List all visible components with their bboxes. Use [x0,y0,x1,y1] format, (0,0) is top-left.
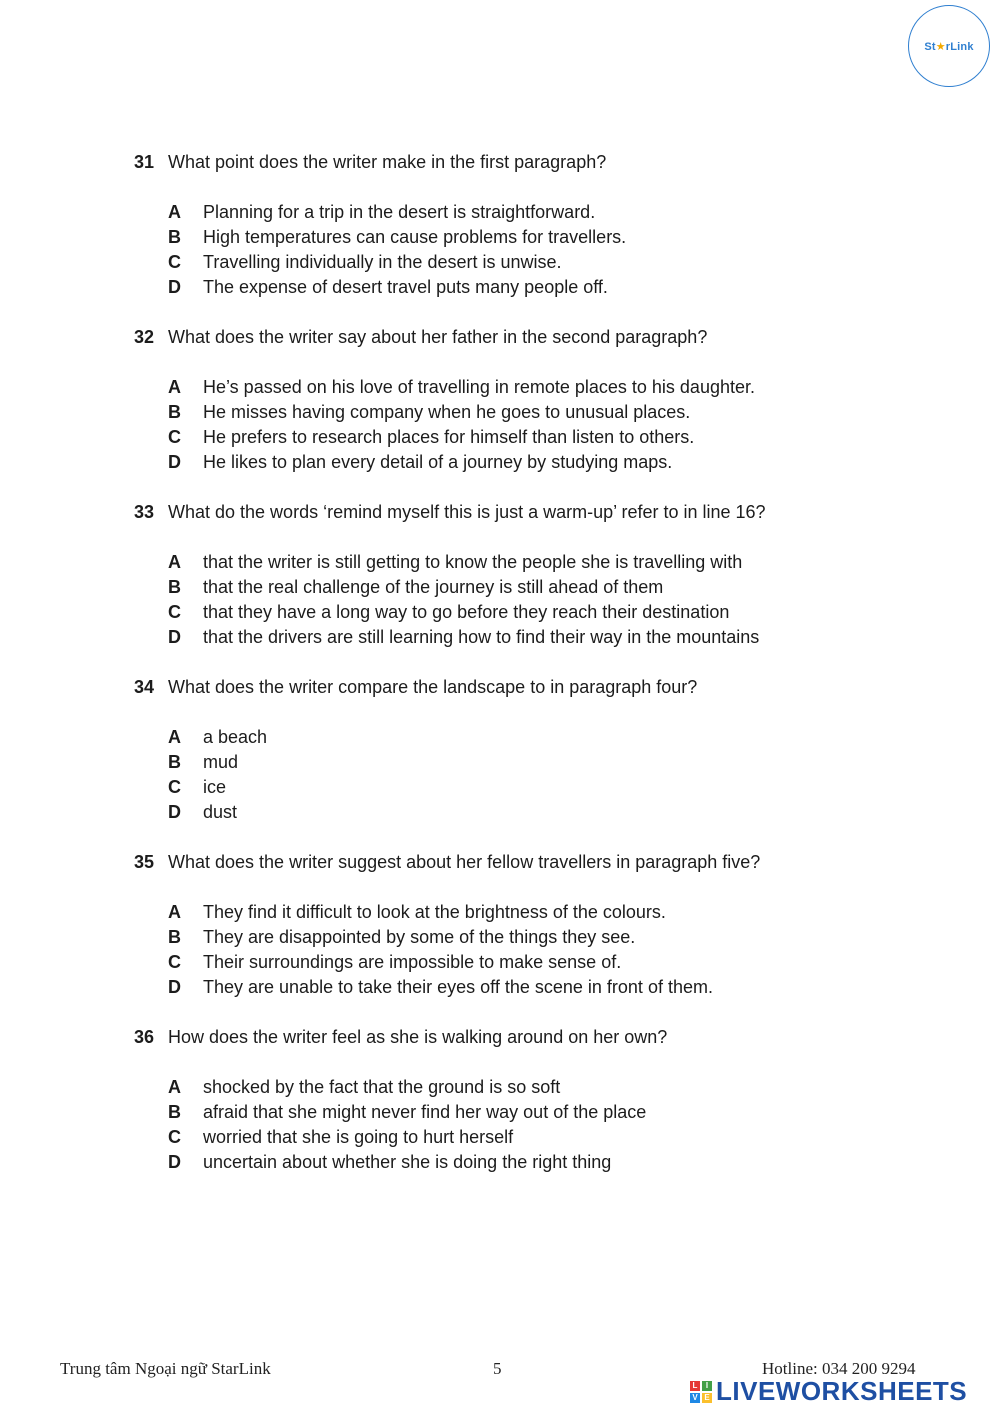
option-letter: A [168,902,181,922]
option-letter: A [168,377,181,397]
option-letter: C [168,252,181,272]
question-number: 35 [134,852,155,872]
answer-option[interactable] [168,1100,894,1125]
option-text: Their surroundings are impossible to make sense of. [203,952,622,972]
option-letter: B [168,1102,181,1122]
answer-option[interactable] [168,750,894,775]
option-letter: A [168,727,181,747]
question-number: 36 [134,1027,155,1047]
question-31 [134,150,894,325]
option-text: High temperatures can cause problems for travellers. [203,227,627,247]
answer-option[interactable] [168,1125,894,1150]
option-text: dust [203,802,238,822]
answer-option[interactable] [168,400,894,425]
answer-option[interactable] [168,625,894,650]
question-header [134,325,894,350]
answer-option[interactable] [168,575,894,600]
option-text: uncertain about whether she is doing the right thing [203,1152,612,1172]
spacer [134,475,894,500]
question-header [134,1025,894,1050]
option-letter: C [168,602,181,622]
option-list [168,200,894,300]
option-text: that the drivers are still learning how to find their way in the mountains [203,627,760,647]
option-letter: A [168,1077,181,1097]
option-text: that the writer is still getting to know the people she is travelling with [203,552,743,572]
option-letter: D [168,277,181,297]
question-text: What point does the writer make in the first paragraph? [168,152,607,172]
question-number: 33 [134,502,155,522]
option-text: worried that she is going to hurt herself [203,1127,514,1147]
answer-option[interactable] [168,275,894,300]
footer-center-name: Trung tâm Ngoại ngữ StarLink [60,1359,271,1378]
option-text: He likes to plan every detail of a journey by studying maps. [203,452,673,472]
option-letter: D [168,627,181,647]
option-letter: B [168,227,181,247]
liveworksheets-logo-icon [690,1381,712,1403]
star-icon: ★ [935,40,946,53]
logo-tile: L [690,1381,700,1391]
question-36 [134,1025,894,1175]
option-text: He prefers to research places for himself than listen to others. [203,427,695,447]
option-text: They are disappointed by some of the things they see. [203,927,636,947]
option-list [168,900,894,1000]
option-text: shocked by the fact that the ground is so soft [203,1077,561,1097]
spacer [134,300,894,325]
option-text: afraid that she might never find her way out of the place [203,1102,647,1122]
answer-option[interactable] [168,600,894,625]
answer-option[interactable] [168,950,894,975]
option-letter: A [168,552,181,572]
answer-option[interactable] [168,725,894,750]
question-header [134,850,894,875]
option-text: The expense of desert travel puts many people off. [203,277,608,297]
option-text: that they have a long way to go before they reach their destination [203,602,730,622]
option-letter: B [168,402,181,422]
question-number: 34 [134,677,155,697]
option-letter: D [168,1152,181,1172]
option-letter: A [168,202,181,222]
option-text: They are unable to take their eyes off the scene in front of them. [203,977,713,997]
question-list [134,150,894,1175]
question-header [134,500,894,525]
option-letter: D [168,452,181,472]
option-text: They find it difficult to look at the brightness of the colours. [203,902,666,922]
option-text: He’s passed on his love of travelling in remote places to his daughter. [203,377,755,397]
option-list [168,1075,894,1175]
question-text: What does the writer suggest about her fellow travellers in paragraph five? [168,852,761,872]
question-number: 31 [134,152,155,172]
logo-tile: I [702,1381,712,1391]
option-letter: C [168,777,181,797]
liveworksheets-watermark [690,1376,967,1407]
answer-option[interactable] [168,225,894,250]
logo-tile: V [690,1393,700,1403]
liveworksheets-text: LIVEWORKSHEETS [716,1376,968,1406]
option-list [168,375,894,475]
question-35 [134,850,894,1025]
starlink-logo [908,5,990,87]
logo-tile: E [702,1393,712,1403]
spacer [134,825,894,850]
option-text: Planning for a trip in the desert is straightforward. [203,202,596,222]
answer-option[interactable] [168,900,894,925]
option-letter: B [168,577,181,597]
answer-option[interactable] [168,375,894,400]
option-list [168,725,894,825]
logo-text: St★rLink [924,40,974,53]
answer-option[interactable] [168,450,894,475]
question-number: 32 [134,327,155,347]
answer-option[interactable] [168,925,894,950]
option-letter: B [168,752,181,772]
page-number: 5 [493,1359,502,1378]
question-32 [134,325,894,500]
answer-option[interactable] [168,250,894,275]
option-text: that the real challenge of the journey is still ahead of them [203,577,664,597]
option-letter: C [168,427,181,447]
question-text: What does the writer say about her father in the second paragraph? [168,327,708,347]
option-letter: D [168,977,181,997]
option-text: mud [203,752,239,772]
question-text: How does the writer feel as she is walking around on her own? [168,1027,668,1047]
option-letter: D [168,802,181,822]
question-text: What do the words ‘remind myself this is just a warm-up’ refer to in line 16? [168,502,766,522]
answer-option[interactable] [168,425,894,450]
answer-option[interactable] [168,975,894,1000]
option-letter: C [168,1127,181,1147]
answer-option[interactable] [168,1150,894,1175]
question-header [134,150,894,175]
question-text: What does the writer compare the landscape to in paragraph four? [168,677,698,697]
option-text: ice [203,777,227,797]
spacer [134,650,894,675]
option-letter: B [168,927,181,947]
option-list [168,550,894,650]
answer-option[interactable] [168,775,894,800]
answer-option[interactable] [168,1075,894,1100]
option-text: He misses having company when he goes to unusual places. [203,402,691,422]
answer-option[interactable] [168,200,894,225]
question-34 [134,675,894,850]
option-text: Travelling individually in the desert is unwise. [203,252,562,272]
footer-hotline: Hotline: 034 200 9294 [762,1359,916,1378]
spacer [134,1000,894,1025]
question-33 [134,500,894,675]
answer-option[interactable] [168,550,894,575]
question-header [134,675,894,700]
option-text: a beach [203,727,268,747]
option-letter: C [168,952,181,972]
answer-option[interactable] [168,800,894,825]
